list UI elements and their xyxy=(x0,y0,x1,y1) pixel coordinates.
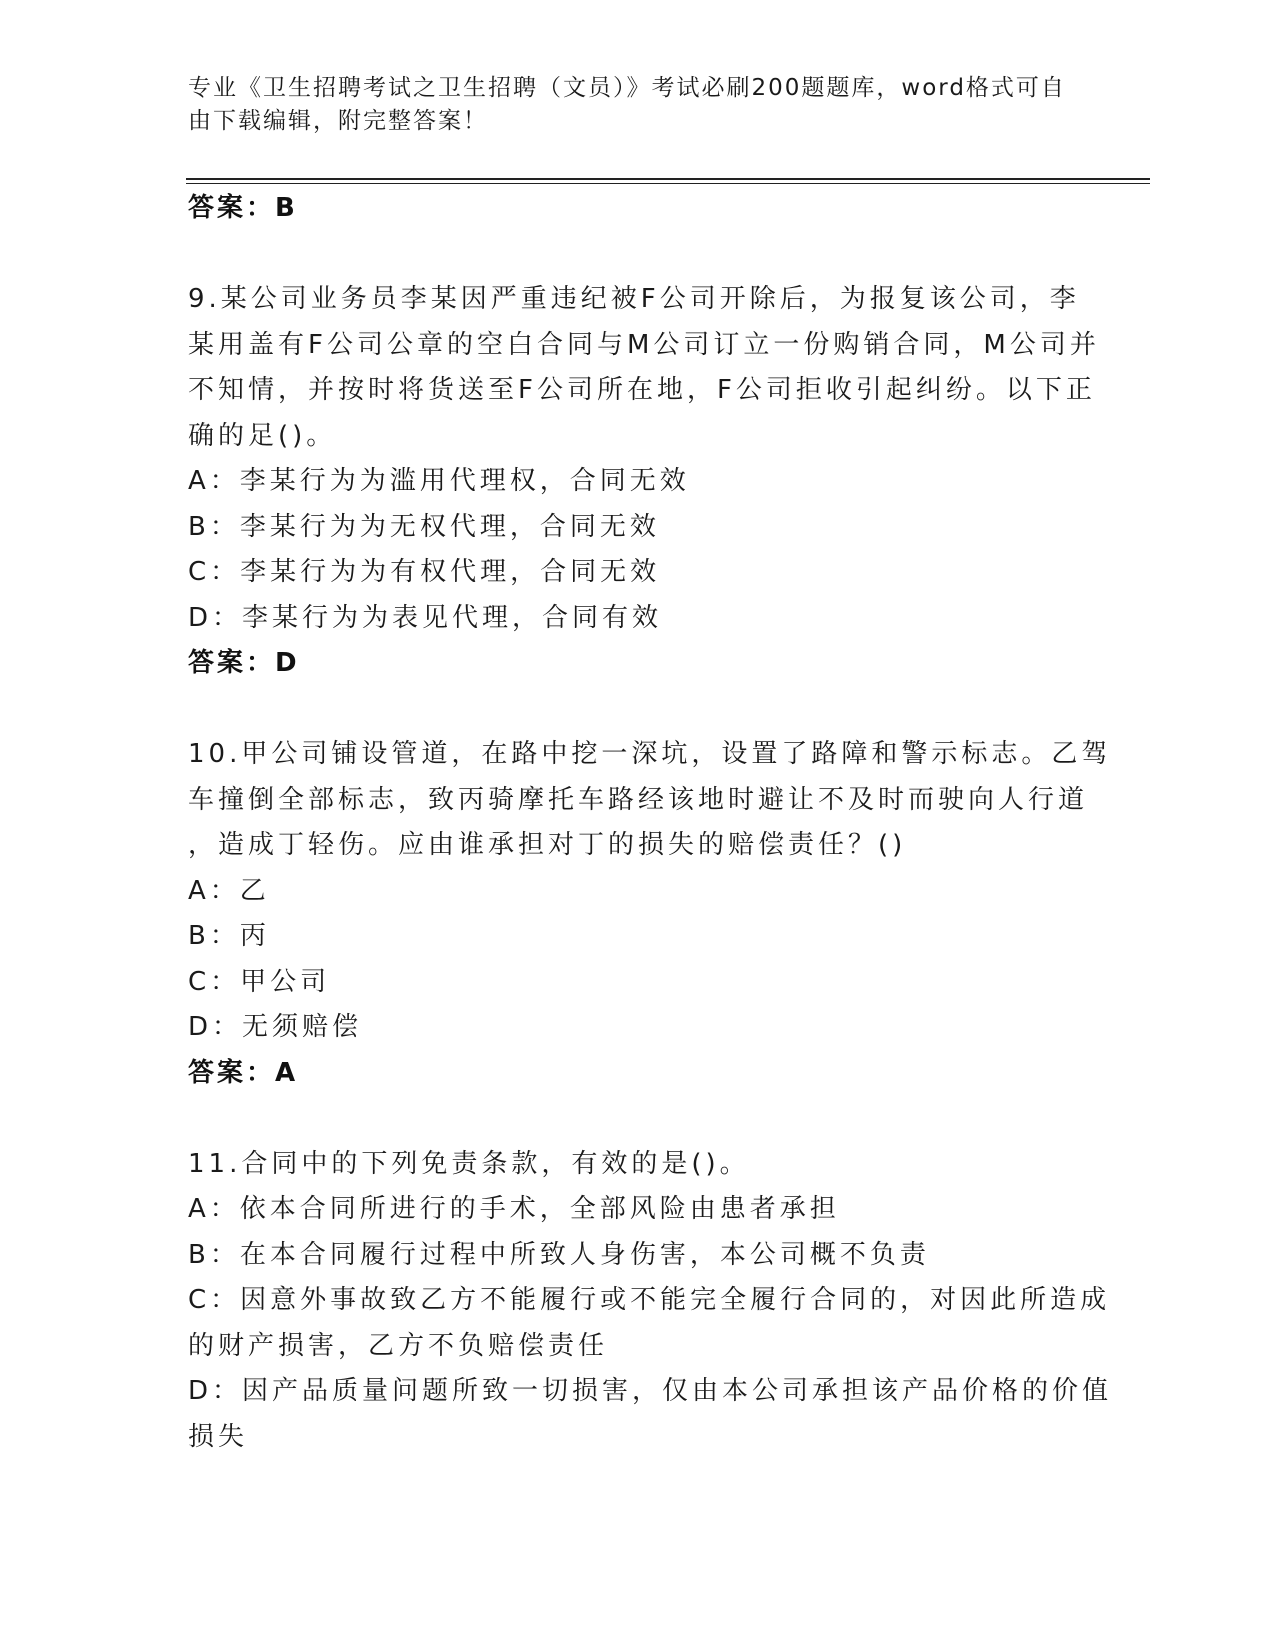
question-block-10 xyxy=(188,732,1112,1096)
previous-answer: 答案：B xyxy=(188,193,298,223)
document-header xyxy=(188,72,1068,138)
question-text-line: ，造成丁轻伤。应由谁承担对丁的损失的赔偿责任？() xyxy=(188,830,907,860)
option-d: D：无须赔偿 xyxy=(188,1012,363,1042)
question-text-line: 9.某公司业务员李某因严重违纪被F公司开除后，为报复该公司，李 xyxy=(188,284,1080,314)
question-text-line: 11.合同中的下列免责条款，有效的是()。 xyxy=(188,1148,750,1179)
question-text-line: 10.甲公司铺设管道，在路中挖一深坑，设置了路障和警示标志。乙驾 xyxy=(188,739,1112,769)
question-text-line: 不知情，并按时将货送至F公司所在地，F公司拒收引起纠纷。以下正 xyxy=(188,375,1096,405)
option-b: B：在本合同履行过程中所致人身伤害，本公司概不负责 xyxy=(188,1239,930,1270)
header-line-1: 专业《卫生招聘考试之卫生招聘（文员）》考试必刷200题题库，word格式可自 xyxy=(188,75,1066,101)
option-b: B：丙 xyxy=(188,921,270,951)
answer: 答案：D xyxy=(188,648,300,678)
question-text-line: 车撞倒全部标志，致丙骑摩托车路经该地时避让不及时而驶向人行道 xyxy=(188,784,1089,815)
question-block-9 xyxy=(188,277,1100,687)
question-block-11 xyxy=(188,1142,1113,1461)
spacer xyxy=(188,687,1088,733)
option-c: C：李某行为为有权代理，合同无效 xyxy=(188,557,661,587)
option-b: B：李某行为为无权代理，合同无效 xyxy=(188,511,660,542)
question-text-line: 确的足()。 xyxy=(188,420,337,451)
option-c: C：甲公司 xyxy=(188,966,331,997)
header-rule-thin xyxy=(186,183,1150,184)
header-line-2: 由下载编辑，附完整答案！ xyxy=(188,108,488,134)
question-content xyxy=(188,186,1113,1460)
option-a: A：乙 xyxy=(188,875,270,906)
option-c-continued: 的财产损害，乙方不负赔偿责任 xyxy=(188,1330,609,1361)
option-d: D：因产品质量问题所致一切损害，仅由本公司承担该产品价格的价值 xyxy=(188,1376,1113,1406)
option-c: C：因意外事故致乙方不能履行或不能完全履行合同的，对因此所造成 xyxy=(188,1285,1111,1315)
header-rule-thick xyxy=(186,178,1150,180)
question-text-line: 某用盖有F公司公章的空白合同与M公司订立一份购销合同，M公司并 xyxy=(188,329,1100,360)
answer: 答案：A xyxy=(188,1057,299,1088)
option-a: A：依本合同所进行的手术，全部风险由患者承担 xyxy=(188,1194,840,1224)
option-d-continued: 损失 xyxy=(188,1421,249,1452)
spacer xyxy=(188,232,1088,278)
spacer xyxy=(188,1096,1088,1142)
option-a: A：李某行为为滥用代理权，合同无效 xyxy=(188,466,690,496)
option-d: D：李某行为为表见代理，合同有效 xyxy=(188,602,663,633)
